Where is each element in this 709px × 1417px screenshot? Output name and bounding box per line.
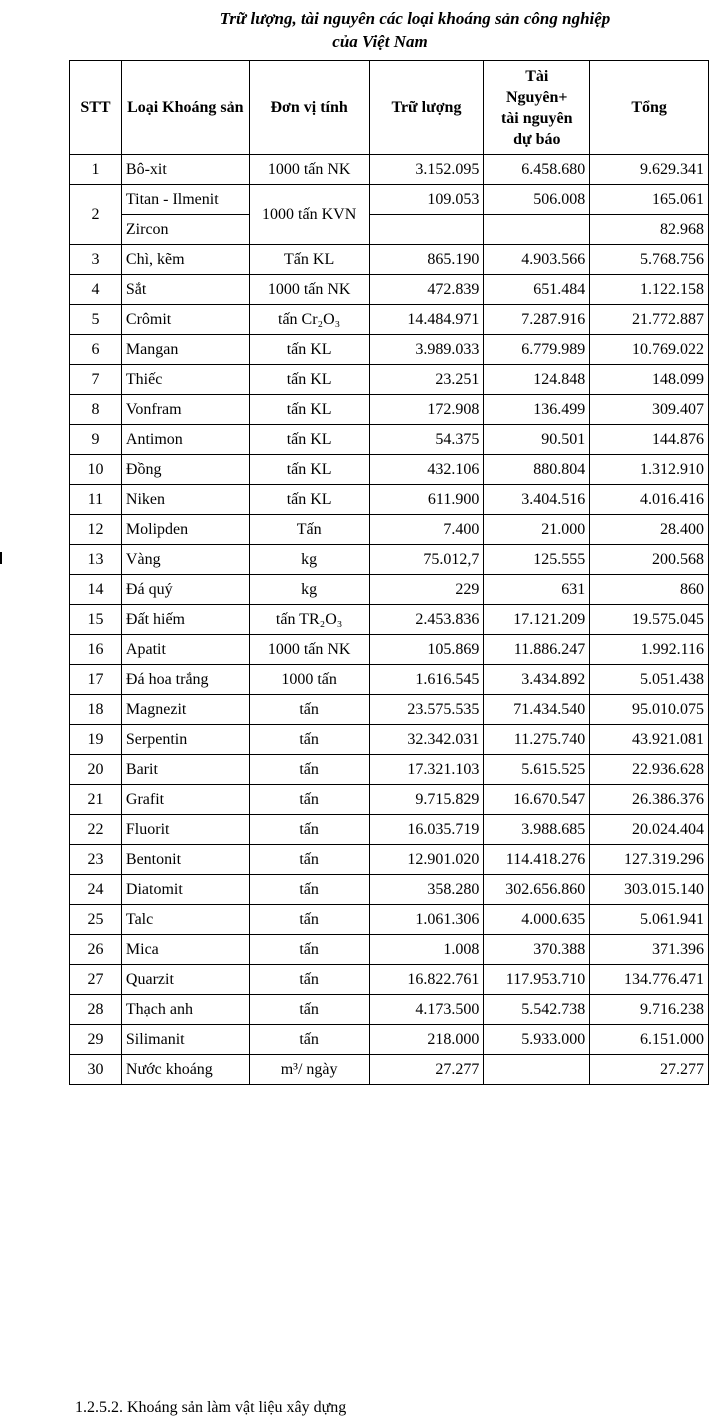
cell-unit: tấn	[249, 785, 369, 815]
cell-mineral-name: Quarzit	[121, 965, 249, 995]
cell-unit: tấn	[249, 845, 369, 875]
cell-unit: tấn	[249, 875, 369, 905]
cell-reserve: 23.575.535	[369, 695, 484, 725]
cell-resource: 11.275.740	[484, 725, 590, 755]
cell-resource: 3.434.892	[484, 665, 590, 695]
cell-reserve: 358.280	[369, 875, 484, 905]
cell-stt: 28	[70, 995, 122, 1025]
table-row	[70, 785, 709, 815]
cell-total: 27.277	[590, 1055, 709, 1085]
cell-reserve: 54.375	[369, 425, 484, 455]
table-row	[70, 815, 709, 845]
cell-total: 26.386.376	[590, 785, 709, 815]
header-stt: STT	[70, 61, 122, 155]
minerals-table	[69, 60, 709, 1085]
cell-stt: 27	[70, 965, 122, 995]
cell-total: 200.568	[590, 545, 709, 575]
cell-reserve: 472.839	[369, 275, 484, 305]
cell-total: 5.061.941	[590, 905, 709, 935]
cell-mineral-name: Niken	[121, 485, 249, 515]
cell-total: 309.407	[590, 395, 709, 425]
table-header-row	[70, 61, 709, 155]
table-row	[70, 965, 709, 995]
cell-resource: 6.779.989	[484, 335, 590, 365]
cell-total: 28.400	[590, 515, 709, 545]
cell-reserve	[369, 215, 484, 245]
cell-total: 82.968	[590, 215, 709, 245]
cell-resource: 506.008	[484, 185, 590, 215]
table-row	[70, 725, 709, 755]
cell-resource: 5.542.738	[484, 995, 590, 1025]
header-mineral-type: Loại Khoáng sản	[121, 61, 249, 155]
cell-mineral-name: Vonfram	[121, 395, 249, 425]
cell-unit: 1000 tấn NK	[249, 275, 369, 305]
cell-resource: 3.404.516	[484, 485, 590, 515]
cell-reserve: 1.616.545	[369, 665, 484, 695]
cell-stt: 20	[70, 755, 122, 785]
cell-total: 165.061	[590, 185, 709, 215]
cell-mineral-name: Thạch anh	[121, 995, 249, 1025]
cell-total: 20.024.404	[590, 815, 709, 845]
table-row	[70, 425, 709, 455]
cell-stt: 29	[70, 1025, 122, 1055]
table-row	[70, 995, 709, 1025]
cell-stt: 17	[70, 665, 122, 695]
cell-total: 9.716.238	[590, 995, 709, 1025]
cell-stt: 4	[70, 275, 122, 305]
margin-mark	[0, 552, 2, 564]
cell-stt: 24	[70, 875, 122, 905]
cell-reserve: 23.251	[369, 365, 484, 395]
table-row	[70, 245, 709, 275]
cell-mineral-name: Sắt	[121, 275, 249, 305]
cell-mineral-name: Serpentin	[121, 725, 249, 755]
cell-reserve: 14.484.971	[369, 305, 484, 335]
cell-unit: Tấn	[249, 515, 369, 545]
cell-mineral-name: Nước khoáng	[121, 1055, 249, 1085]
header-unit: Đơn vị tính	[249, 61, 369, 155]
cell-reserve: 3.152.095	[369, 155, 484, 185]
cell-mineral-name: Crômit	[121, 305, 249, 335]
cell-stt: 8	[70, 395, 122, 425]
cell-unit: kg	[249, 545, 369, 575]
cell-stt: 12	[70, 515, 122, 545]
cell-unit: tấn	[249, 725, 369, 755]
cell-unit: Tấn KL	[249, 245, 369, 275]
cell-resource: 117.953.710	[484, 965, 590, 995]
cell-total: 303.015.140	[590, 875, 709, 905]
cell-reserve: 4.173.500	[369, 995, 484, 1025]
table-row	[70, 935, 709, 965]
cell-resource: 11.886.247	[484, 635, 590, 665]
cell-stt: 9	[70, 425, 122, 455]
cell-mineral-name: Grafit	[121, 785, 249, 815]
cell-reserve: 7.400	[369, 515, 484, 545]
cell-mineral-name: Vàng	[121, 545, 249, 575]
table-row	[70, 455, 709, 485]
cell-reserve: 432.106	[369, 455, 484, 485]
cell-unit: tấn	[249, 815, 369, 845]
cell-resource: 71.434.540	[484, 695, 590, 725]
header-reserve: Trữ lượng	[369, 61, 484, 155]
cell-reserve: 1.061.306	[369, 905, 484, 935]
cell-mineral-name: Diatomit	[121, 875, 249, 905]
cell-unit: tấn	[249, 1025, 369, 1055]
header-total: Tổng	[590, 61, 709, 155]
cell-total: 5.768.756	[590, 245, 709, 275]
header-resource	[484, 61, 590, 155]
cell-stt: 22	[70, 815, 122, 845]
table-row	[70, 395, 709, 425]
cell-total: 9.629.341	[590, 155, 709, 185]
table-row	[70, 185, 709, 215]
cell-mineral-name: Bentonit	[121, 845, 249, 875]
table-row	[70, 695, 709, 725]
cell-unit: tấn	[249, 995, 369, 1025]
cell-mineral-name: Đồng	[121, 455, 249, 485]
table-row	[70, 575, 709, 605]
cell-resource: 3.988.685	[484, 815, 590, 845]
cell-stt: 16	[70, 635, 122, 665]
section-heading-partial: 1.2.5.2. Khoáng sản làm vật liệu xây dựng	[75, 1399, 347, 1416]
cell-stt: 5	[70, 305, 122, 335]
cell-total: 43.921.081	[590, 725, 709, 755]
cell-resource: 370.388	[484, 935, 590, 965]
cell-reserve: 109.053	[369, 185, 484, 215]
cell-total: 5.051.438	[590, 665, 709, 695]
cell-total: 22.936.628	[590, 755, 709, 785]
cell-mineral-name: Fluorit	[121, 815, 249, 845]
cell-stt: 25	[70, 905, 122, 935]
cell-mineral-name: Đất hiếm	[121, 605, 249, 635]
cell-total: 21.772.887	[590, 305, 709, 335]
cell-stt: 3	[70, 245, 122, 275]
cell-mineral-name: Magnezit	[121, 695, 249, 725]
cell-resource: 4.903.566	[484, 245, 590, 275]
cell-resource: 6.458.680	[484, 155, 590, 185]
cell-resource: 4.000.635	[484, 905, 590, 935]
cell-mineral-name: Barit	[121, 755, 249, 785]
header-resource-line-1: Tài	[525, 67, 549, 85]
table-row	[70, 635, 709, 665]
cell-total: 1.312.910	[590, 455, 709, 485]
cell-stt: 7	[70, 365, 122, 395]
table-row	[70, 335, 709, 365]
cell-total: 10.769.022	[590, 335, 709, 365]
cell-resource: 124.848	[484, 365, 590, 395]
cell-reserve: 3.989.033	[369, 335, 484, 365]
cell-reserve: 865.190	[369, 245, 484, 275]
cell-resource: 880.804	[484, 455, 590, 485]
table-body	[70, 155, 709, 1085]
cell-stt: 19	[70, 725, 122, 755]
cell-total: 134.776.471	[590, 965, 709, 995]
cell-unit: tấn	[249, 695, 369, 725]
cell-reserve: 229	[369, 575, 484, 605]
cell-total: 144.876	[590, 425, 709, 455]
cell-resource	[484, 1055, 590, 1085]
cell-reserve: 105.869	[369, 635, 484, 665]
cell-mineral-name: Thiếc	[121, 365, 249, 395]
cell-total: 127.319.296	[590, 845, 709, 875]
cell-total: 95.010.075	[590, 695, 709, 725]
cell-stt: 13	[70, 545, 122, 575]
header-resource-line-2: Nguyên+	[505, 88, 568, 106]
cell-mineral-name: Talc	[121, 905, 249, 935]
cell-unit: 1000 tấn	[249, 665, 369, 695]
cell-resource: 651.484	[484, 275, 590, 305]
cell-total: 860	[590, 575, 709, 605]
cell-stt: 1	[70, 155, 122, 185]
cell-mineral-name: Bô-xit	[121, 155, 249, 185]
cell-mineral-name: Apatit	[121, 635, 249, 665]
cell-unit: tấn KL	[249, 485, 369, 515]
table-row	[70, 485, 709, 515]
cell-unit: tấn	[249, 965, 369, 995]
cell-stt: 10	[70, 455, 122, 485]
cell-reserve: 218.000	[369, 1025, 484, 1055]
cell-resource: 114.418.276	[484, 845, 590, 875]
cell-reserve: 16.035.719	[369, 815, 484, 845]
cell-reserve: 17.321.103	[369, 755, 484, 785]
cell-unit: m³/ ngày	[249, 1055, 369, 1085]
cell-mineral-name: Silimanit	[121, 1025, 249, 1055]
cell-unit: 1000 tấn NK	[249, 155, 369, 185]
cell-total: 19.575.045	[590, 605, 709, 635]
header-resource-line-4: dự báo	[513, 130, 561, 148]
cell-resource: 125.555	[484, 545, 590, 575]
table-row	[70, 845, 709, 875]
cell-mineral-name: Mangan	[121, 335, 249, 365]
table-row	[70, 215, 709, 245]
cell-resource	[484, 215, 590, 245]
cell-stt: 14	[70, 575, 122, 605]
table-row	[70, 305, 709, 335]
cell-mineral-name: Titan - Ilmenit	[121, 185, 249, 215]
cell-reserve: 27.277	[369, 1055, 484, 1085]
cell-total: 6.151.000	[590, 1025, 709, 1055]
cell-unit: kg	[249, 575, 369, 605]
cell-mineral-name: Đá hoa trắng	[121, 665, 249, 695]
cell-stt: 30	[70, 1055, 122, 1085]
cell-resource: 90.501	[484, 425, 590, 455]
cell-mineral-name: Đá quý	[121, 575, 249, 605]
cell-resource: 16.670.547	[484, 785, 590, 815]
cell-unit: tấn	[249, 755, 369, 785]
cell-unit: tấn	[249, 905, 369, 935]
table-row	[70, 365, 709, 395]
cell-unit: tấn KL	[249, 395, 369, 425]
cell-unit: tấn KL	[249, 425, 369, 455]
table-row	[70, 665, 709, 695]
cell-mineral-name: Mica	[121, 935, 249, 965]
table-title-line-2: của Việt Nam	[332, 32, 428, 51]
header-resource-line-3: tài nguyên	[500, 109, 573, 127]
cell-resource: 302.656.860	[484, 875, 590, 905]
cell-reserve: 611.900	[369, 485, 484, 515]
cell-resource: 17.121.209	[484, 605, 590, 635]
table-row	[70, 515, 709, 545]
cell-reserve: 12.901.020	[369, 845, 484, 875]
cell-stt: 26	[70, 935, 122, 965]
cell-resource: 7.287.916	[484, 305, 590, 335]
cell-stt: 6	[70, 335, 122, 365]
cell-total: 1.122.158	[590, 275, 709, 305]
cell-unit: tấn KL	[249, 335, 369, 365]
cell-unit: tấn KL	[249, 455, 369, 485]
cell-unit: tấn Cr₂O₃	[249, 305, 369, 335]
cell-unit: tấn	[249, 935, 369, 965]
table-row	[70, 1055, 709, 1085]
table-title-line-1: Trữ lượng, tài nguyên các loại khoáng sản công nghiệp	[219, 9, 611, 28]
cell-unit: tấn TR₂O₃	[249, 605, 369, 635]
cell-reserve: 9.715.829	[369, 785, 484, 815]
cell-resource: 5.615.525	[484, 755, 590, 785]
cell-unit: tấn KL	[249, 365, 369, 395]
table-row	[70, 275, 709, 305]
cell-resource: 5.933.000	[484, 1025, 590, 1055]
cell-reserve: 1.008	[369, 935, 484, 965]
cell-total: 148.099	[590, 365, 709, 395]
cell-reserve: 16.822.761	[369, 965, 484, 995]
cell-total: 371.396	[590, 935, 709, 965]
cell-resource: 631	[484, 575, 590, 605]
cell-total: 4.016.416	[590, 485, 709, 515]
cell-unit: 1000 tấn NK	[249, 635, 369, 665]
cell-reserve: 172.908	[369, 395, 484, 425]
cell-stt: 2	[70, 185, 122, 245]
cell-unit: 1000 tấn KVN	[249, 185, 369, 245]
cell-total: 1.992.116	[590, 635, 709, 665]
cell-resource: 136.499	[484, 395, 590, 425]
cell-mineral-name: Molipden	[121, 515, 249, 545]
cell-mineral-name: Antimon	[121, 425, 249, 455]
cell-resource: 21.000	[484, 515, 590, 545]
cell-mineral-name: Zircon	[121, 215, 249, 245]
table-row	[70, 545, 709, 575]
cell-mineral-name: Chì, kẽm	[121, 245, 249, 275]
table-row	[70, 155, 709, 185]
cell-reserve: 75.012,7	[369, 545, 484, 575]
cell-stt: 18	[70, 695, 122, 725]
table-row	[70, 905, 709, 935]
table-row	[70, 875, 709, 905]
table-row	[70, 1025, 709, 1055]
cell-stt: 23	[70, 845, 122, 875]
cell-reserve: 32.342.031	[369, 725, 484, 755]
cell-reserve: 2.453.836	[369, 605, 484, 635]
cell-stt: 21	[70, 785, 122, 815]
cell-stt: 15	[70, 605, 122, 635]
table-row	[70, 605, 709, 635]
table-row	[70, 755, 709, 785]
cell-stt: 11	[70, 485, 122, 515]
